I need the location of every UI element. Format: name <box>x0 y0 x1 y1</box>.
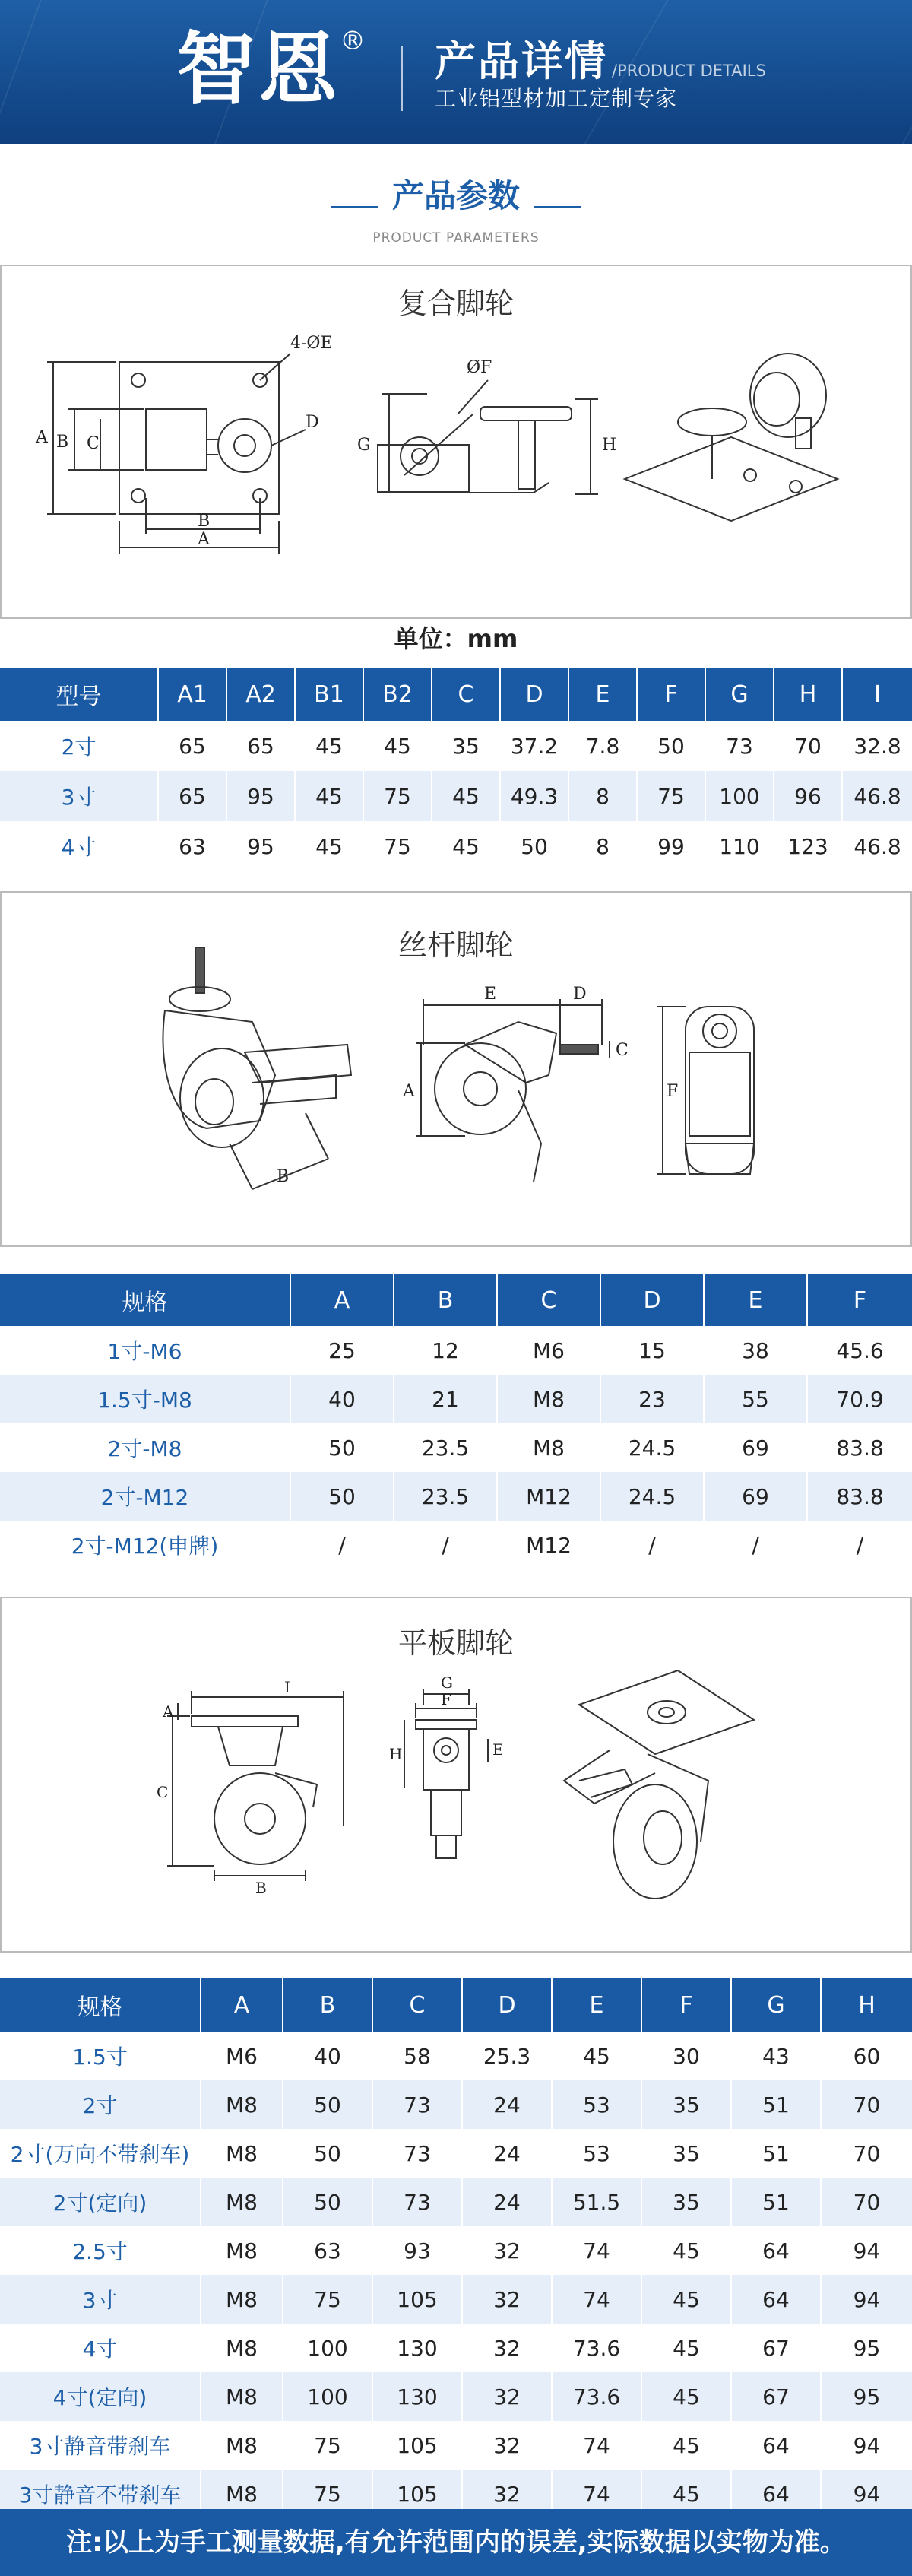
table-cell: 4寸 <box>0 821 158 871</box>
table-cell: 65 <box>158 771 226 821</box>
table-header: G <box>731 1978 821 2032</box>
table-cell: 45 <box>552 2032 641 2080</box>
table-cell: 45 <box>295 821 363 871</box>
dim-label-c: C <box>157 1783 169 1801</box>
table-row <box>0 821 912 871</box>
table-cell: 32 <box>462 2324 552 2372</box>
table-cell: 1.5寸-M8 <box>0 1375 290 1423</box>
table-cell: 24 <box>462 2080 552 2129</box>
table-cell: / <box>394 1521 497 1569</box>
table-row <box>0 1472 912 1521</box>
dim-label-f: F <box>441 1690 451 1708</box>
table-cell: 45 <box>641 2324 731 2372</box>
table-header: C <box>432 668 500 721</box>
table-cell: 2寸 <box>0 721 158 771</box>
table-cell: 95 <box>226 771 295 821</box>
table-cell: 75 <box>283 2470 372 2518</box>
dim-label-f: ØF <box>467 358 492 377</box>
table-cell: M12 <box>497 1472 600 1521</box>
table-header: E <box>704 1274 807 1326</box>
section-title: 产品参数 <box>391 177 520 214</box>
table-cell: 3寸静音不带刹车 <box>0 2470 201 2518</box>
table-cell: 2寸 <box>0 2080 201 2129</box>
table-cell: 123 <box>774 821 842 871</box>
table-cell: 50 <box>283 2129 372 2178</box>
table-cell: 24 <box>462 2178 552 2226</box>
table-row <box>0 2080 912 2129</box>
table-cell: 67 <box>731 2372 821 2421</box>
brand-logo: 智恩 <box>176 23 341 116</box>
dim-label-c: C <box>87 434 100 453</box>
table-cell: 40 <box>290 1375 394 1423</box>
table-cell: 51 <box>731 2178 821 2226</box>
table-cell: 75 <box>637 771 705 821</box>
table-cell: 45 <box>641 2421 731 2470</box>
table-cell: 69 <box>704 1423 807 1472</box>
table-cell: 64 <box>731 2275 821 2324</box>
table-cell: 49.3 <box>500 771 568 821</box>
table-cell: 75 <box>363 771 432 821</box>
table-cell: M8 <box>201 2372 283 2421</box>
table-cell: 105 <box>372 2470 462 2518</box>
table-cell: 32.8 <box>842 721 912 771</box>
table-cell: 63 <box>158 821 226 871</box>
table-cell: 50 <box>283 2080 372 2129</box>
dim-label-e: E <box>484 985 497 1004</box>
footer-note: 注:以上为手工测量数据,有允许范围内的误差,实际数据以实物为准。 <box>0 2509 912 2576</box>
table-cell: 99 <box>637 821 705 871</box>
table-cell: 130 <box>372 2324 462 2372</box>
dim-label-a: A <box>163 1702 174 1721</box>
dim-label-b: B <box>255 1879 267 1897</box>
table-cell: M8 <box>201 2178 283 2226</box>
table-cell: 45 <box>363 721 432 771</box>
table-cell: 24.5 <box>600 1423 704 1472</box>
table-cell: 2寸-M8 <box>0 1423 290 1472</box>
table-cell: 35 <box>432 721 500 771</box>
table-row <box>0 1423 912 1472</box>
dim-label-c: C <box>616 1041 629 1060</box>
table-cell: 43 <box>731 2032 821 2080</box>
table-cell: 73 <box>372 2080 462 2129</box>
table-cell: 2寸(万向不带刹车) <box>0 2129 201 2178</box>
table-cell: 23.5 <box>394 1472 497 1521</box>
table-cell: 94 <box>821 2421 912 2470</box>
table-header: A <box>201 1978 283 2032</box>
table-cell: 12 <box>394 1326 497 1375</box>
table-cell: 75 <box>283 2421 372 2470</box>
table-cell: 63 <box>283 2226 372 2275</box>
table-cell: M8 <box>201 2129 283 2178</box>
table-cell: 40 <box>283 2032 372 2080</box>
table-cell: 2寸-M12(申牌) <box>0 1521 290 1569</box>
screw-caster-table <box>0 1274 912 1569</box>
screw-caster-panel <box>0 891 912 1247</box>
dim-label-b: B <box>56 433 69 452</box>
table-header: B <box>283 1978 372 2032</box>
table-row <box>0 2275 912 2324</box>
registered-mark: ® <box>340 26 366 56</box>
table-cell: / <box>807 1521 912 1569</box>
table-header: F <box>641 1978 731 2032</box>
table-row <box>0 1326 912 1375</box>
table-header: B2 <box>363 668 432 721</box>
dim-label-a: A <box>403 1082 415 1101</box>
table-cell: 24 <box>462 2129 552 2178</box>
table-cell: 3寸 <box>0 2275 201 2324</box>
table-cell: 1寸-M6 <box>0 1326 290 1375</box>
table-cell: 100 <box>283 2324 372 2372</box>
table-cell: 15 <box>600 1326 704 1375</box>
header-divider <box>401 46 403 111</box>
table-cell: 32 <box>462 2421 552 2470</box>
composite-caster-title: 复合脚轮 <box>397 287 514 320</box>
table-header: I <box>842 668 912 721</box>
table-cell: 3寸 <box>0 771 158 821</box>
table-header: F <box>637 668 705 721</box>
table-cell: 46.8 <box>842 771 912 821</box>
table-cell: 55 <box>704 1375 807 1423</box>
composite-caster-panel <box>0 265 912 619</box>
table-cell: 32 <box>462 2275 552 2324</box>
table-cell: 45 <box>641 2275 731 2324</box>
table-cell: 74 <box>552 2421 641 2470</box>
table-row <box>0 2324 912 2372</box>
dim-label-a: A <box>36 428 48 447</box>
header-banner <box>0 0 912 144</box>
table-cell: 73 <box>372 2178 462 2226</box>
dim-label-h: H <box>389 1745 403 1763</box>
table-header: D <box>462 1978 552 2032</box>
table-cell: / <box>290 1521 394 1569</box>
table-cell: 70 <box>821 2178 912 2226</box>
screw-caster-drawing <box>2 893 910 1245</box>
table-cell: 45 <box>641 2226 731 2275</box>
table-row <box>0 2226 912 2275</box>
table-cell: 53 <box>552 2080 641 2129</box>
table-cell: 75 <box>283 2275 372 2324</box>
table-cell: 45 <box>641 2470 731 2518</box>
table-cell: 30 <box>641 2032 731 2080</box>
table-cell: 93 <box>372 2226 462 2275</box>
table-cell: 24.5 <box>600 1472 704 1521</box>
table-cell: 2寸-M12 <box>0 1472 290 1521</box>
table-row <box>0 1375 912 1423</box>
composite-caster-table <box>0 668 912 871</box>
page-subtitle: 工业铝型材加工定制专家 <box>435 86 678 111</box>
table-cell: 32 <box>462 2226 552 2275</box>
table-cell: 64 <box>731 2470 821 2518</box>
table-cell: 8 <box>568 821 637 871</box>
plate-caster-title: 平板脚轮 <box>397 1626 514 1660</box>
table-cell: 45 <box>295 721 363 771</box>
table-row <box>0 721 912 771</box>
table-header: D <box>500 668 568 721</box>
table-cell: 46.8 <box>842 821 912 871</box>
table-cell: 35 <box>641 2178 731 2226</box>
table-cell: 70 <box>821 2129 912 2178</box>
table-cell: 51 <box>731 2129 821 2178</box>
table-cell: 51 <box>731 2080 821 2129</box>
table-cell: 2寸(定向) <box>0 2178 201 2226</box>
table-cell: 4寸 <box>0 2324 201 2372</box>
table-cell: 130 <box>372 2372 462 2421</box>
page-title: 产品详情 <box>435 37 608 85</box>
table-cell: 50 <box>283 2178 372 2226</box>
table-cell: M8 <box>201 2275 283 2324</box>
table-row <box>0 2421 912 2470</box>
plate-caster-table <box>0 1978 912 2518</box>
table-cell: 65 <box>226 721 295 771</box>
table-cell: M8 <box>497 1375 600 1423</box>
table-cell: 65 <box>158 721 226 771</box>
table-cell: 23.5 <box>394 1423 497 1472</box>
table-header-row <box>0 1274 912 1326</box>
table-header: G <box>705 668 774 721</box>
table-cell: 4寸(定向) <box>0 2372 201 2421</box>
table-cell: 67 <box>731 2324 821 2372</box>
table-cell: 95 <box>821 2372 912 2421</box>
table-cell: 45 <box>432 771 500 821</box>
table-cell: 23 <box>600 1375 704 1423</box>
table-cell: 45 <box>295 771 363 821</box>
table-header: E <box>568 668 637 721</box>
dim-label-b: B <box>277 1167 290 1186</box>
table-row <box>0 2032 912 2080</box>
table-cell: 110 <box>705 821 774 871</box>
table-cell: 83.8 <box>807 1423 912 1472</box>
table-cell: 25 <box>290 1326 394 1375</box>
table-cell: 69 <box>704 1472 807 1521</box>
table-cell: 38 <box>704 1326 807 1375</box>
dim-label-g: G <box>357 436 371 455</box>
table-row <box>0 2129 912 2178</box>
table-cell: M8 <box>497 1423 600 1472</box>
table-cell: 95 <box>226 821 295 871</box>
plate-caster-drawing <box>2 1598 910 1951</box>
table-cell: 70.9 <box>807 1375 912 1423</box>
table-cell: 8 <box>568 771 637 821</box>
table-cell: 105 <box>372 2275 462 2324</box>
table-cell: 53 <box>552 2129 641 2178</box>
table-cell: 95 <box>821 2324 912 2372</box>
dim-label-f: F <box>667 1082 679 1101</box>
plate-caster-panel <box>0 1597 912 1953</box>
table-cell: 64 <box>731 2226 821 2275</box>
table-cell: 73 <box>372 2129 462 2178</box>
table-header-row <box>0 668 912 721</box>
table-header: E <box>552 1978 641 2032</box>
table-header: D <box>600 1274 704 1326</box>
table-cell: 100 <box>283 2372 372 2421</box>
table-cell: 60 <box>821 2032 912 2080</box>
table-cell: M8 <box>201 2226 283 2275</box>
table-cell: M6 <box>201 2032 283 2080</box>
table-cell: 37.2 <box>500 721 568 771</box>
table-row <box>0 2372 912 2421</box>
table-cell: 32 <box>462 2470 552 2518</box>
section-subtitle: PRODUCT PARAMETERS <box>372 230 540 246</box>
table-cell: 50 <box>500 821 568 871</box>
table-cell: 7.8 <box>568 721 637 771</box>
table-header: B1 <box>295 668 363 721</box>
table-cell: 45 <box>641 2372 731 2421</box>
table-cell: M8 <box>201 2421 283 2470</box>
table-cell: 74 <box>552 2226 641 2275</box>
table-cell: 94 <box>821 2275 912 2324</box>
table-cell: 74 <box>552 2275 641 2324</box>
table-header: H <box>774 668 842 721</box>
table-cell: 94 <box>821 2470 912 2518</box>
table-header: H <box>821 1978 912 2032</box>
dim-label-e: E <box>492 1740 504 1759</box>
dim-label-a-bottom: A <box>198 530 210 549</box>
table-cell: 64 <box>731 2421 821 2470</box>
table-cell: / <box>600 1521 704 1569</box>
dim-label-d: D <box>573 985 587 1004</box>
dim-label-i: I <box>284 1678 290 1696</box>
table-cell: 83.8 <box>807 1472 912 1521</box>
table-cell: 75 <box>363 821 432 871</box>
table-cell: 74 <box>552 2470 641 2518</box>
table-row <box>0 1521 912 1569</box>
table-cell: 94 <box>821 2226 912 2275</box>
dim-label-e: 4-ØE <box>290 334 333 353</box>
dim-label-d: D <box>306 413 319 432</box>
table-cell: 73.6 <box>552 2324 641 2372</box>
table-header: A2 <box>226 668 295 721</box>
dim-label-g: G <box>441 1673 453 1692</box>
table-cell: 70 <box>821 2080 912 2129</box>
table-header-row <box>0 1978 912 2032</box>
table-cell: 58 <box>372 2032 462 2080</box>
table-header: B <box>394 1274 497 1326</box>
table-cell: M8 <box>201 2470 283 2518</box>
table-cell: M12 <box>497 1521 600 1569</box>
composite-caster-drawing <box>2 266 910 617</box>
table-cell: M8 <box>201 2324 283 2372</box>
table-cell: 35 <box>641 2129 731 2178</box>
table-header: C <box>372 1978 462 2032</box>
table-header: A <box>290 1274 394 1326</box>
table-cell: 25.3 <box>462 2032 552 2080</box>
table-header: C <box>497 1274 600 1326</box>
table-cell: M8 <box>201 2080 283 2129</box>
table-row <box>0 2178 912 2226</box>
table-cell: 73.6 <box>552 2372 641 2421</box>
table-cell: 2.5寸 <box>0 2226 201 2275</box>
table-cell: 105 <box>372 2421 462 2470</box>
table-cell: 35 <box>641 2080 731 2129</box>
table-row <box>0 771 912 821</box>
table-header: F <box>807 1274 912 1326</box>
table-cell: 50 <box>290 1472 394 1521</box>
section-title-line-right <box>534 206 581 208</box>
screw-caster-title: 丝杆脚轮 <box>397 928 514 962</box>
table-cell: 73 <box>705 721 774 771</box>
table-cell: 96 <box>774 771 842 821</box>
table-cell: 100 <box>705 771 774 821</box>
table-cell: 70 <box>774 721 842 771</box>
table-cell: 51.5 <box>552 2178 641 2226</box>
table-cell: 45.6 <box>807 1326 912 1375</box>
table-cell: 45 <box>432 821 500 871</box>
table-header: A1 <box>158 668 226 721</box>
table-cell: 32 <box>462 2372 552 2421</box>
table-header: 规格 <box>0 1274 290 1326</box>
table-cell: 21 <box>394 1375 497 1423</box>
page-title-en: /PRODUCT DETAILS <box>612 62 766 80</box>
dim-label-b-bottom: B <box>198 512 211 531</box>
table-cell: M6 <box>497 1326 600 1375</box>
table-cell: 3寸静音带刹车 <box>0 2421 201 2470</box>
table-cell: 50 <box>290 1423 394 1472</box>
table-header: 型号 <box>0 668 158 721</box>
table-cell: / <box>704 1521 807 1569</box>
table-cell: 1.5寸 <box>0 2032 201 2080</box>
table-cell: 50 <box>637 721 705 771</box>
table-header: 规格 <box>0 1978 201 2032</box>
dim-label-h: H <box>602 436 617 455</box>
unit-label: 单位：mm <box>394 624 518 653</box>
